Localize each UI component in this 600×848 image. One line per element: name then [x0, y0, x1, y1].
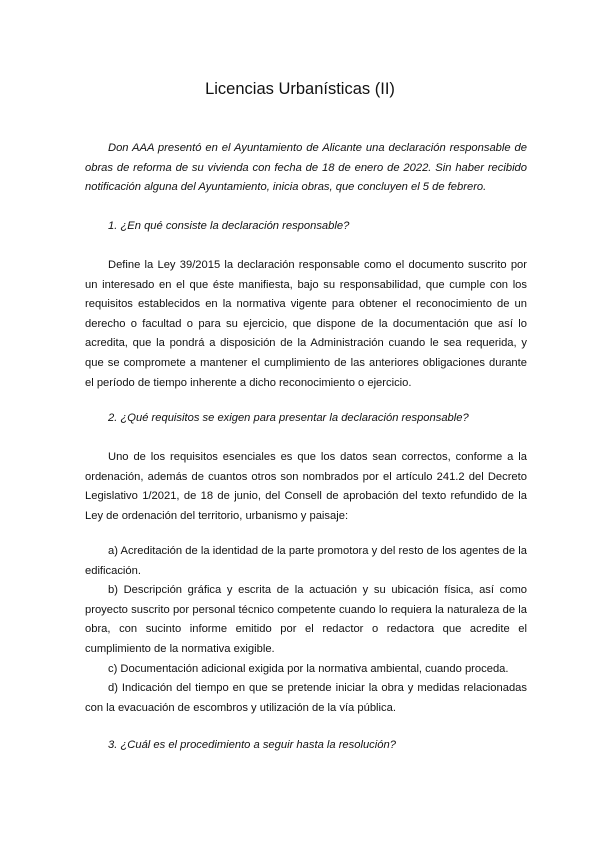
answer-2-paragraph: Uno de los requisitos esenciales es que los datos sean correctos, conforme a la ordenación, además de cuantos otros son nombrados por el artículo 241.2 del Decreto Legislativo 1/2021, de 18 de junio, del Consell de aprobación del texto refundido de la Ley de ordenación del territorio, urbanismo y paisaje:: [85, 451, 527, 522]
requirement-item-b: b) Descripción gráfica y escrita de la actuación y su ubicación física, así como proyecto suscrito por personal técnico competente cuando lo requiera la naturaleza de la obra, con sucinto informe emitido por el redactor o redactora que acredite el cumplimiento de la normativa exigible.: [85, 584, 527, 655]
requirement-item-d: d) Indicación del tiempo en que se pretende iniciar la obra y medidas relacionadas con la evacuación de escombros y utilización de la vía pública.: [85, 682, 527, 714]
requirement-item-a: a) Acreditación de la identidad de la parte promotora y del resto de los agentes de la edificación.: [85, 545, 527, 577]
page-title: Licencias Urbanísticas (II): [205, 80, 395, 98]
case-statement: Don AAA presentó en el Ayuntamiento de Alicante una declaración responsable de obras de reforma de su vivienda con fecha de 18 de enero de 2022. Sin haber recibido notificación alguna del Ayuntamiento, inicia obras, que concluyen el 5 de febrero.: [85, 142, 527, 194]
requirements-list: [85, 542, 527, 718]
answer-1-paragraph: Define la Ley 39/2015 la declaración responsable como el documento suscrito por un interesado en el que éste manifiesta, bajo su responsabilidad, que cumple con los requisitos establecidos en la normativa vigente para obtener el reconocimiento de un derecho o facultad o para su ejercicio, que dispone de la documentación que así lo acredita, que la pondrá a disposición de la Administración cuando le sea requerida, y que se compromete a mantener el cumplimiento de las anteriores obligaciones durante el período de tiempo inherente a dicho reconocimiento o ejercicio.: [85, 259, 527, 389]
question-2: 2. ¿Qué requisitos se exigen para presentar la declaración responsable?: [108, 412, 469, 424]
requirement-item-c: c) Documentación adicional exigida por la normativa ambiental, cuando proceda.: [108, 662, 509, 675]
question-3: 3. ¿Cuál es el procedimiento a seguir hasta la resolución?: [108, 739, 396, 751]
question-1: 1. ¿En qué consiste la declaración responsable?: [108, 220, 350, 232]
